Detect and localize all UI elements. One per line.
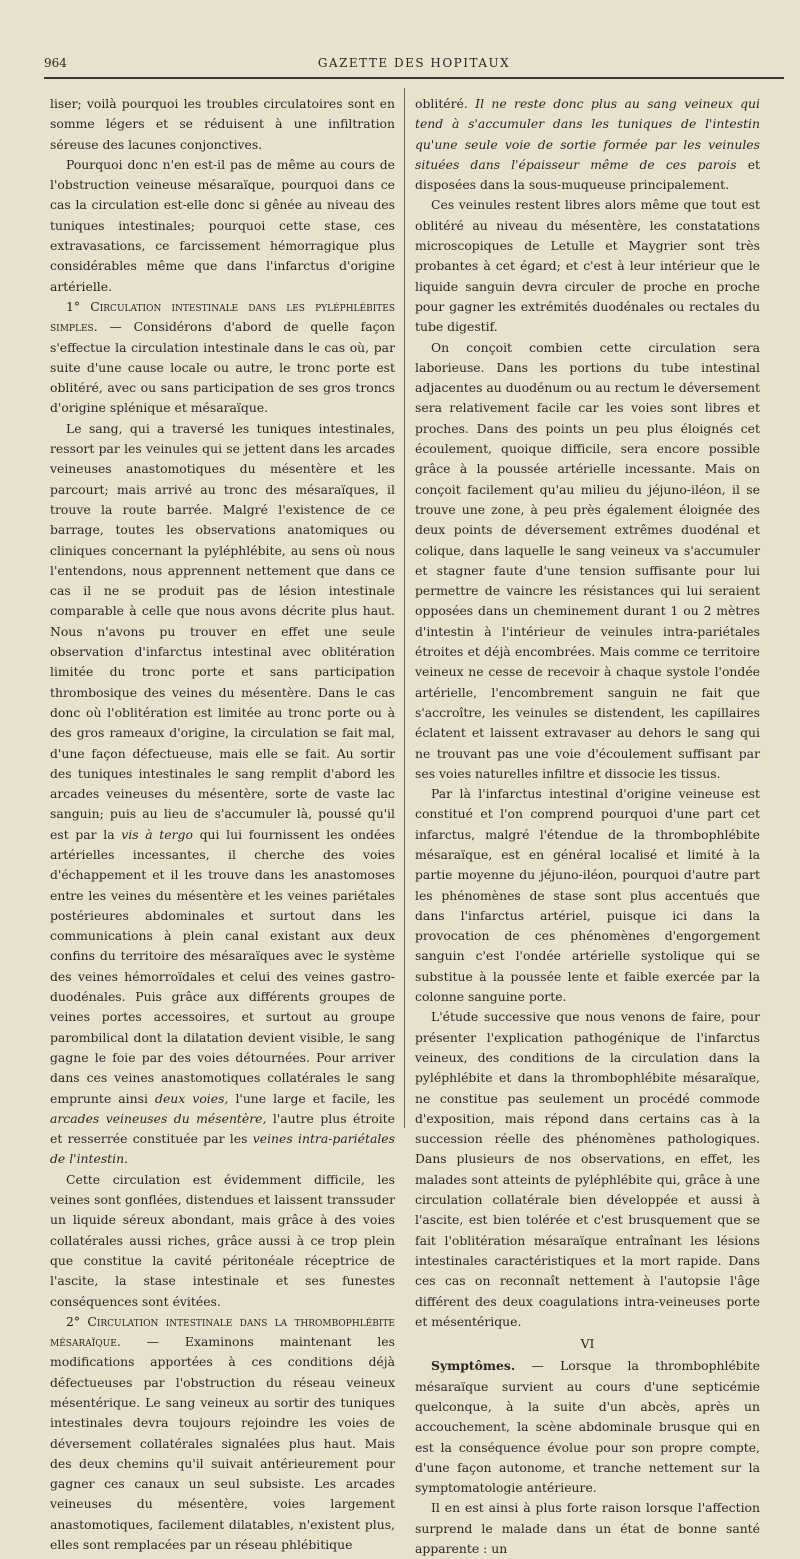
running-title: GAZETTE DES HOPITAUX: [317, 56, 511, 70]
text-run: l'autre plus étroite et resserrée constituée par les: [50, 1110, 395, 1147]
italic-run: Il ne reste donc plus au sang veineux qui tend à s'accumuler dans les tuniques de l'intestin qu'une seule voie de sortie formée par les veinules situées dans l'épaisseur même de ces parois: [415, 96, 760, 172]
text-run: l'une large et facile, les: [235, 1090, 395, 1106]
section-heading: 2° Circulation intestinale dans la thrombophlébite mésaraïque.: [50, 1313, 395, 1350]
section-paragraph: [415, 1356, 760, 1498]
paragraph: [50, 419, 395, 1170]
section-number: VI: [580, 1336, 595, 1352]
text-run: qui lui fournissent les ondées artérielles incessantes, il cherche des voies d'échappement et il les trouve dans les anastomoses entre les veines du mésentère et les veines pariétales postérieures abdominales et surtout dans les communications à plein canal existant aux deux confins du territoire des mésaraïques avec le système des veines hémorroïdales et celui des veines gastro-duodénales. Puis grâce aux différents groupes de veines portes accessoires, et surtout au groupe parombilical dont la dilatation devient visible, le sang gagne le foie par des voies détournées. Pour arriver dans ces veines anastomotiques collatérales le sang emprunte ainsi: [50, 826, 395, 1106]
header-rule: [44, 77, 784, 79]
section-paragraph: [50, 297, 395, 419]
paragraph: Ces veinules restent libres alors même que tout est oblitéré au niveau du mésentère, les constatations microscopiques de Letulle et Maygrier sont très probantes à cet égard; et c'est à leur intérieur que le liquide sanguin devra circuler de proche en proche pour gagner les extrémités duodénales ou rectales du tube digestif.: [415, 197, 760, 335]
paragraph: Il en est ainsi à plus forte raison lorsque l'affection surprend le malade dans un état de bonne santé apparente : un: [415, 1500, 760, 1557]
section-text: — Lorsque la thrombophlébite mésaraïque survient au cours d'une septicémie quelconque, à la suite d'un abcès, après un accouchement, la scène abdominale brusque qui en est la conséquence évolue pour son propre compte, d'une façon autonome, et tranche nettement sur la symptomatologie antérieure.: [415, 1358, 760, 1496]
column-divider: [404, 88, 405, 1128]
italic-run: deux voies,: [155, 1090, 229, 1106]
right-column: [415, 94, 761, 1557]
left-column: [50, 94, 395, 1553]
text-run: Le sang, qui a traversé les tuniques intestinales, ressort par les veinules qui se jettent dans les arcades veineuses anastomotiques du mésentère et les parcourt; mais arrivé au tronc des mésaraïques, il trouve la route barrée. Malgré l'existence de ce barrage, toutes les observations anatomiques ou cliniques concernant la pyléphlébite, au sens où nous l'entendons, nous apprennent nettement que dans ce cas il ne se produit pas de lésion intestinale comparable à celle que nous avons décrite plus haut. Nous n'avons pu trouver en effet une seule observation d'infarctus intestinal avec oblitération limitée du tronc porte et sans participation thrombosique des veines du mésentère. Dans le cas donc où l'oblitération est limitée au tronc porte ou à des gros rameaux d'origine, la circulation se fait mal, d'une façon défectueuse, mais elle se fait. Au sortir des tuniques intestinales le sang remplit d'abord les arcades veineuses du mésentère, sorte de vaste lac sanguin; puis au lieu de s'accumuler là, poussé qu'il est par la: [50, 420, 395, 842]
section-text: — Examinons maintenant les modifications apportées à ces conditions déjà défectueuses par l'obstruction du réseau veineux mésentérique. Le sang veineux au sortir des tuniques intestinales devra toujours rejoindre les voies de déversement collatérales signalées plus haut. Mais des deux chemins qu'il suivait antérieurement pour gagner ces canaux un seul subsiste. Les arcades veineuses du mésentère, voies largement anastomotiques, facilement dilatables, n'existent plus, elles sont remplacées par un réseau phlébitique: [50, 1334, 395, 1553]
paragraph: Par là l'infarctus intestinal d'origine veineuse est constitué et l'on comprend pourquoi d'une part cet infarctus, malgré l'étendue de la thrombophlébite mésaraïque, est en général localisé et limité à la partie moyenne du jéjuno-iléon, pourquoi d'autre part les phénomènes de stase sont plus accentués que dans l'infarctus artériel, puisque ici dans la provocation de ces phénomènes d'engorgement sanguin c'est l'ondée artérielle systolique qui se substitue à la poussée lente et faible exercée par la colonne sanguine porte.: [415, 786, 760, 1005]
paragraph: [415, 94, 760, 195]
section-paragraph: [50, 1312, 395, 1556]
section-heading: 1° Circulation intestinale dans les pyléphlébites simples.: [50, 298, 395, 335]
paragraph: Pourquoi donc n'en est-il pas de même au cours de l'obstruction veineuse mésaraïque, pourquoi dans ce cas la circulation est-elle donc si gênée au niveau des tuniques intestinales; pourquoi cette stase, ces extravasations, ce farcissement hémorragique plus considérables même que dans l'infarctus d'origine artérielle.: [50, 156, 395, 294]
text-run: oblitéré.: [415, 96, 468, 111]
italic-run: veines intra-pariétales de l'intestin.: [50, 1131, 395, 1167]
page-number: 964: [44, 56, 67, 70]
italic-run: vis à tergo: [121, 826, 193, 842]
paragraph: On conçoit combien cette circulation sera laborieuse. Dans les portions du tube intestinal adjacentes au duodénum ou au rectum le déversement sera relativement facile car les voies sont libres et proches. Dans des points un peu plus éloignés cet écoulement, quoique difficile, sera encore possible grâce à la poussée artérielle incessante. Mais on conçoit facilement qu'au milieu du jéjuno-iléon, il se trouve une zone, à peu près également éloignée des deux points de déversement extrêmes duodénal et colique, dans laquelle le sang veineux va s'accumuler et stagner faute d'une tension suffisante pour lui permettre de vaincre les résistances qui lui seraient opposées dans un cheminement durant 1 ou 2 mètres d'intestin à l'intérieur de veinules intra-pariétales étroites et déjà encombrées. Mais comme ce territoire veineux ne cesse de recevoir à chaque systole l'ondée artérielle, l'encombrement sanguin ne fait que s'accroître, les veinules se distendent, les capillaires éclatent et laissent extravaser au dehors le sang qui ne trouvant pas une voie d'écoulement suffisant par ses voies naturelles infiltre et dissocie les tissus.: [415, 339, 761, 781]
italic-run: arcades veineuses du mésentère,: [50, 1110, 267, 1126]
page-header: [44, 56, 784, 74]
section-heading: Symptômes.: [431, 1358, 516, 1374]
paragraph: liser; voilà pourquoi les troubles circulatoires sont en somme légers et se réduisent à une infiltration séreuse des lacunes conjonctives.: [50, 96, 395, 152]
paragraph: Cette circulation est évidemment difficile, les veines sont gonflées, distendues et laissent transsuder un liquide séreux abondant, mais grâce à des voies collatérales aussi riches, grâce aussi à ce trop plein que constitue la cavité péritonéale réceptrice de l'ascite, la stase intestinale et ses funestes conséquences sont évitées.: [50, 1171, 395, 1309]
section-text: — Considérons d'abord de quelle façon s'effectue la circulation intestinale dans le cas où, par suite d'une cause locale ou autre, le tronc porte est oblitéré, avec ou sans participation de ses gros troncs d'origine splénique et mésaraïque.: [50, 319, 395, 416]
text-run: et disposées dans la sous-muqueuse principalement.: [415, 156, 760, 193]
paragraph: L'étude successive que nous venons de faire, pour présenter l'explication pathogénique de l'infarctus veineux, des conditions de la circulation dans la pyléphlébite et dans la thrombophlébite mésaraïque, ne constitue pas seulement un procédé commode d'exposition, mais répond dans certains cas à la succession réelle des phénomènes pathologiques. Dans plusieurs de nos observations, en effet, les malades sont atteints de pyléphlébite qui, grâce à une circulation collatérale bien développée et aussi à l'ascite, est bien tolérée et c'est brusquement que se fait l'oblitération mésaraïque entraînant les lésions intestinales caractéristiques et la mort rapide. Dans ces cas on reconnaît nettement à l'autopsie l'âge différent des deux coagulations intra-veineuses porte et mésentérique.: [415, 1009, 760, 1329]
